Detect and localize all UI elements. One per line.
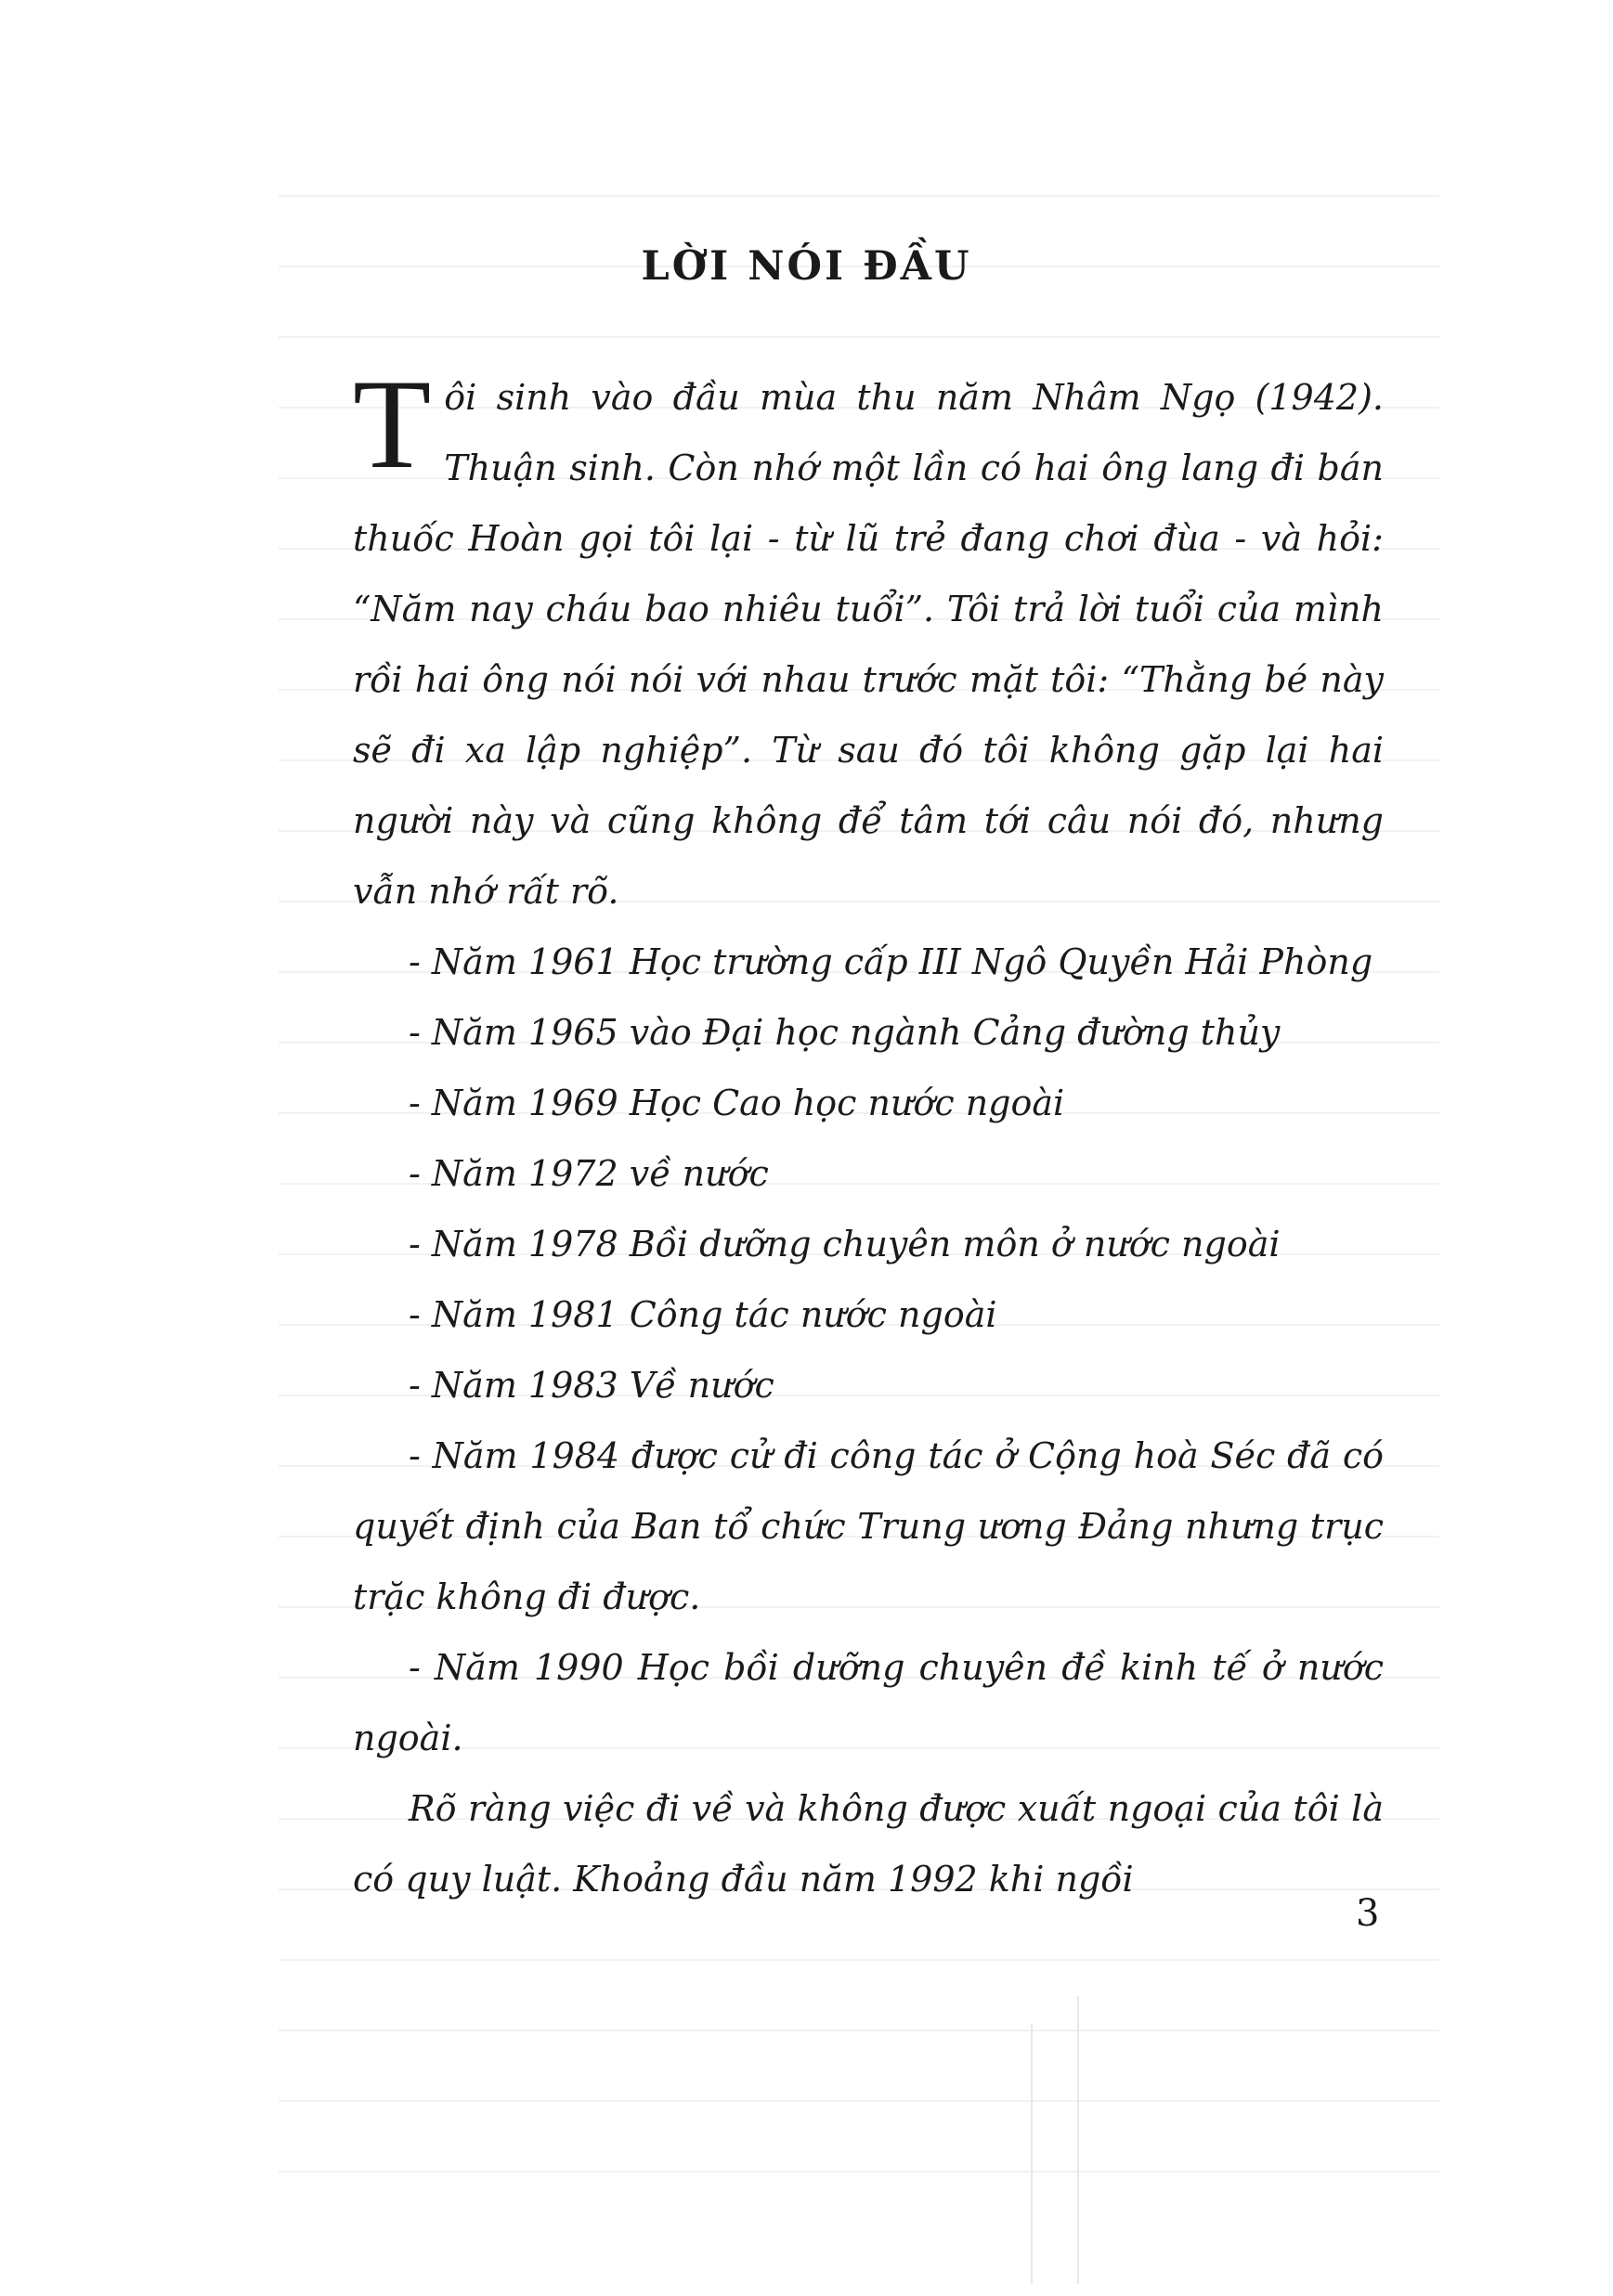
timeline-item: - Năm 1983 Về nước [409, 1365, 774, 1406]
page-heading: LỜI NÓI ĐẦU [641, 243, 972, 290]
dropcap-letter: T [353, 353, 432, 495]
edge-mark [1031, 2024, 1033, 2284]
closing-paragraph: Rõ ràng việc đi về và không được xuất ngoại của tôi là có quy luật. Khoảng đầu năm 1992 khi ngồi [353, 1788, 1384, 1900]
timeline-item: - Năm 1972 về nước [409, 1153, 769, 1194]
timeline-item: - Năm 1990 Học bồi dưỡng chuyên đề kinh tế ở nước ngoài. [353, 1647, 1384, 1758]
timeline-item: - Năm 1969 Học Cao học nước ngoài [409, 1083, 1065, 1123]
body-text [353, 353, 1384, 1914]
edge-mark [1077, 1996, 1079, 2284]
timeline-item: - Năm 1965 vào Đại học ngành Cảng đường thủy [409, 1012, 1281, 1053]
timeline-item: - Năm 1981 Công tác nước ngoài [409, 1294, 997, 1335]
intro-text: ôi sinh vào đầu mùa thu năm Nhâm Ngọ (1942). Thuận sinh. Còn nhớ một lần có hai ông lang đi bán thuốc Hoàn gọi tôi lại - từ lũ trẻ đang chơi đùa - và hỏi: “Năm nay cháu bao nhiêu tuổi”. Tôi trả lời tuổi của mình rồi hai ông nói nói với nhau trước mặt tôi: “Thằng bé này sẽ đi xa lập nghiệp”. Từ sau đó tôi không gặp lại hai người này và cũng không để tâm tới câu nói đó, nhưng vẫn nhớ rất rõ. [353, 377, 1384, 912]
timeline-item: - Năm 1978 Bồi dưỡng chuyên môn ở nước ngoài [409, 1224, 1281, 1265]
timeline-item: - Năm 1984 được cử đi công tác ở Cộng hoà Séc đã có quyết định của Ban tổ chức Trung ương Đảng nhưng trục trặc không đi được. [353, 1435, 1384, 1617]
page-number: 3 [1356, 1892, 1380, 1935]
intro-paragraph [353, 353, 1384, 927]
timeline-item: - Năm 1961 Học trường cấp III Ngô Quyền Hải Phòng [409, 941, 1373, 982]
